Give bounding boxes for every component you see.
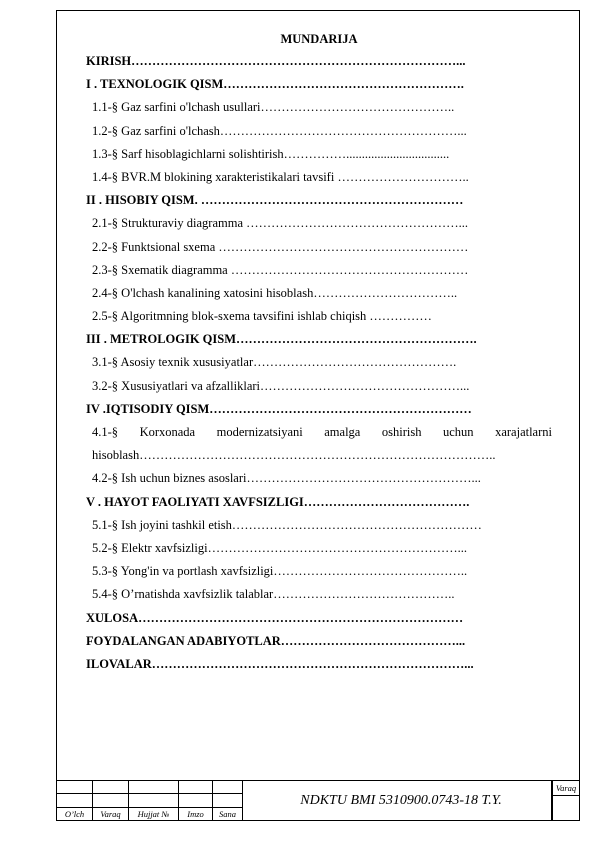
toc-subsection: 5.3-§ Yong'in va portlash xavfsizligi……………………………………….. [92, 564, 468, 579]
page-title: MUNDARIJA [280, 32, 358, 46]
stamp-row [57, 794, 243, 807]
toc-list [86, 50, 552, 676]
toc-subsection: 1.3-§ Sarf hisoblagichlarni solishtirish……………................................. [92, 146, 450, 161]
stamp-grid [56, 780, 243, 821]
toc-subsection: 1.1-§ Gaz sarfini o'lchash usullari……………………………………….. [92, 100, 455, 115]
toc-subsection: 4.2-§ Ish uchun biznes asoslari………………………………………………... [92, 471, 481, 486]
stamp-label-olch: O’lch [57, 807, 93, 820]
toc-subsection: 5.4-§ O’rnatishda xavfsizlik talablar…………………………………….. [92, 587, 455, 602]
toc-subsection: 1.2-§ Gaz sarfini o'lchash…………………………………………………... [92, 123, 467, 138]
toc-subsection: 2.5-§ Algoritmning blok-sxema tavsifini ishlab chiqish …………… [92, 309, 432, 324]
stamp-label-sana: Sana [213, 807, 243, 820]
toc-subsection: 1.4-§ BVR.M blokining xarakteristikalari tavsifi ………………………….. [92, 169, 469, 184]
toc-section: IV .IQTISODIY QISM……………………………………………………… [86, 401, 472, 416]
toc-subsection: 2.3-§ Sxematik diagramma ………………………………………………… [92, 262, 469, 277]
stamp-label-row [57, 807, 243, 820]
sheet-label: Varaq [553, 781, 579, 796]
stamp-label-hujjat: Hujjat № [129, 807, 179, 820]
toc-section: FOYDALANGAN ADABIYOTLAR……………………………………... [86, 633, 466, 648]
toc-section: V . HAYOT FAOLIYATI XAVFSIZLIGI…………………………………. [86, 494, 470, 509]
stamp-label-varaq: Varaq [93, 807, 129, 820]
toc-section: ILOVALAR…………………………………………………………………... [86, 656, 474, 671]
sheet-number-box [552, 780, 580, 821]
title-block-stamp [56, 780, 580, 821]
toc-section: III . METROLOGIK QISM…………………………………………………. [86, 332, 477, 347]
toc-subsection: 2.2-§ Funktsional sxema …………………………………………………… [92, 239, 469, 254]
toc-subsection: 3.1-§ Asosiy texnik xususiyatlar…………………………………………. [92, 355, 457, 370]
toc-section: II . HISOBIY QISM. ……………………………………………………… [86, 193, 464, 208]
toc-subsection: 5.1-§ Ish joyini tashkil etish…………………………………………………… [92, 517, 482, 532]
stamp-label-imzo: Imzo [179, 807, 213, 820]
stamp-row [57, 781, 243, 794]
table-of-contents [86, 28, 552, 676]
toc-section: XULOSA…………………………………………………………………… [86, 610, 464, 625]
document-code: NDKTU BMI 5310900.0743-18 T.Y. [242, 780, 552, 821]
toc-section: I . TEXNOLOGIK QISM…………………………………………………. [86, 77, 464, 92]
toc-subsection: 2.1-§ Strukturaviy diagramma ……………………………………………... [92, 216, 469, 231]
toc-subsection: 3.2-§ Xususiyatlari va afzalliklari…………………………………………... [92, 378, 470, 393]
toc-section: KIRISH……………………………………………………………………... [86, 54, 466, 68]
toc-subsection: 2.4-§ O'lchash kanalining xatosini hisoblash…………………………….. [92, 285, 458, 300]
toc-subsection: 4.1-§ Korxonada modernizatsiyani amalga oshirish uchun xarajatlarni hisoblash………………………………………………………………………….. [92, 425, 552, 463]
toc-subsection: 5.2-§ Elektr xavfsizligi……………………………………………………... [92, 540, 467, 555]
